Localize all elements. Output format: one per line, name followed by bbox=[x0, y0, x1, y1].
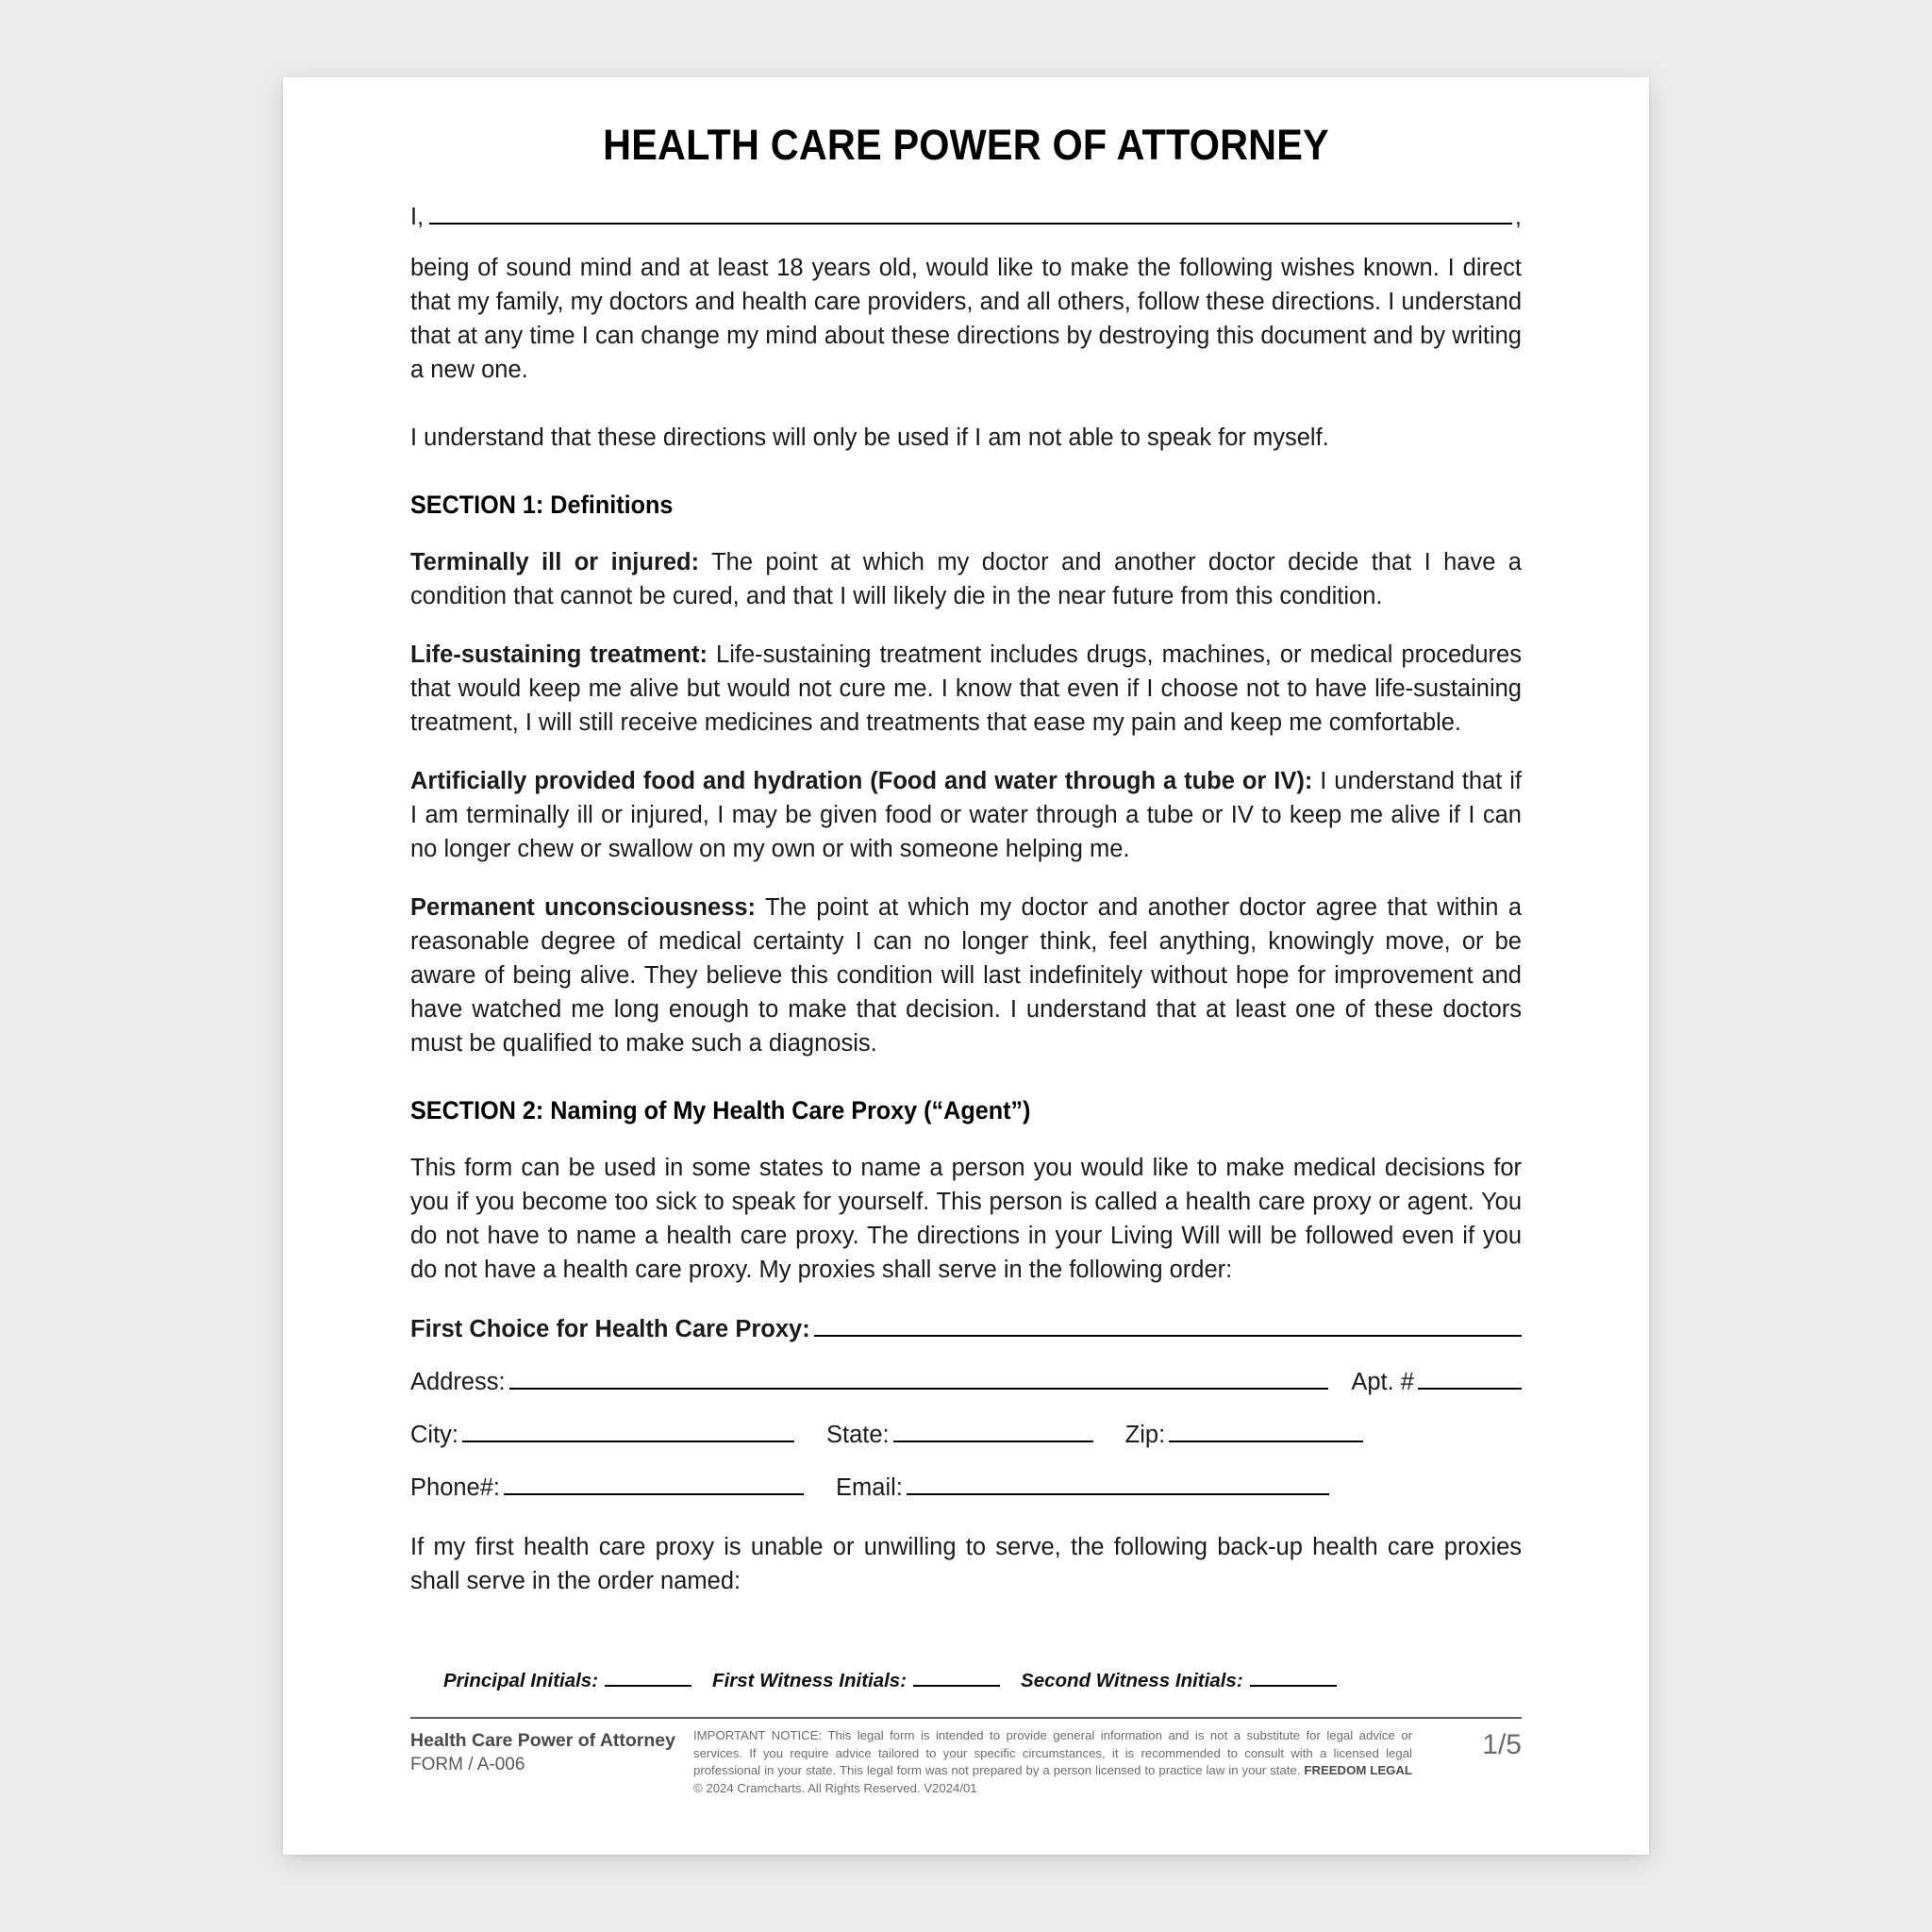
definition-terminally-ill bbox=[410, 545, 1522, 613]
principal-name-rule[interactable] bbox=[429, 223, 1512, 225]
footer-columns bbox=[410, 1727, 1522, 1797]
email-rule[interactable] bbox=[907, 1493, 1329, 1495]
footer-brand: FREEDOM LEGAL bbox=[1304, 1763, 1412, 1777]
definition-text: The point at which my doctor and another doctor decide that I have a condition that cannot be cured, and that I will likely die in the near future from this condition. bbox=[410, 549, 1522, 609]
second-witness-initials-label: Second Witness Initials: bbox=[1021, 1670, 1243, 1691]
footer-form-code: FORM / A-006 bbox=[410, 1755, 525, 1774]
spacer bbox=[410, 1506, 1522, 1530]
definition-term: Life-sustaining treatment: bbox=[410, 641, 708, 668]
address-label: Address: bbox=[410, 1369, 506, 1395]
spacer bbox=[410, 455, 1522, 489]
principal-name-trailing-comma: , bbox=[1514, 204, 1522, 230]
initials-strip[interactable] bbox=[443, 1670, 1491, 1692]
spacer bbox=[410, 387, 1522, 421]
backup-proxy-paragraph: If my first health care proxy is unable or unwilling to serve, the following back-up health care proxies shall serve in the order named: bbox=[410, 1534, 1522, 1594]
section-2-paragraph: This form can be used in some states to name a person you would like to make medical decisions for you if you become too sick to speak for yourself. This person is called a health care proxy or agent. You do not have to name a health care proxy. The directions in your Living Will will be followed even if you do not have a health care proxy. My proxies shall serve in the following order: bbox=[410, 1155, 1522, 1283]
city-state-zip-row[interactable] bbox=[410, 1417, 1522, 1453]
apt-label: Apt. # bbox=[1351, 1369, 1414, 1395]
first-witness-initials-rule[interactable] bbox=[913, 1685, 1000, 1687]
city-label: City: bbox=[410, 1422, 458, 1448]
page-footer bbox=[410, 1717, 1522, 1797]
footer-legal-notice bbox=[693, 1727, 1437, 1797]
phone-label: Phone#: bbox=[410, 1474, 501, 1501]
page-title: HEALTH CARE POWER OF ATTORNEY bbox=[603, 121, 1329, 169]
principal-name-label: I, bbox=[410, 204, 425, 230]
definition-term: Permanent unconsciousness: bbox=[410, 894, 757, 921]
spacer bbox=[410, 1126, 1522, 1151]
address-field-row[interactable] bbox=[410, 1364, 1522, 1400]
zip-rule[interactable] bbox=[1169, 1441, 1363, 1442]
spacer bbox=[410, 521, 1522, 545]
footer-page-number: 1/5 bbox=[1482, 1729, 1522, 1760]
spacer bbox=[410, 866, 1522, 891]
section-1-heading: SECTION 1: Definitions bbox=[410, 491, 674, 519]
city-rule[interactable] bbox=[462, 1441, 794, 1442]
intro-second-paragraph: I understand that these directions will only be used if I am not able to speak for myself. bbox=[410, 425, 1329, 451]
spacer bbox=[410, 740, 1522, 764]
spacer bbox=[410, 1453, 1522, 1470]
state-label: State: bbox=[826, 1422, 890, 1448]
spacer bbox=[410, 234, 1522, 251]
section-2-heading: SECTION 2: Naming of My Health Care Proxy (“Agent”) bbox=[410, 1096, 1031, 1124]
footer-form-title: Health Care Power of Attorney bbox=[410, 1730, 675, 1751]
footer-notice-prefix: IMPORTANT NOTICE: This legal form is intended to provide general information and is not a substitute for legal advice or services. If you require advice tailored to your specific circumstances, it is recommended to consult with a licensed legal professional in your state. This legal form was not prepared by a person licensed to practice law in your state. bbox=[693, 1728, 1412, 1777]
document-body bbox=[410, 151, 1522, 1598]
footer-form-identity bbox=[410, 1727, 693, 1777]
footer-notice-suffix: © 2024 Cramcharts. All Rights Reserved. V2024/01 bbox=[693, 1780, 977, 1795]
state-rule[interactable] bbox=[893, 1441, 1093, 1442]
definition-food-hydration bbox=[410, 764, 1522, 866]
spacer bbox=[410, 1400, 1522, 1417]
first-choice-proxy-rule[interactable] bbox=[814, 1335, 1522, 1337]
footer-divider bbox=[410, 1717, 1522, 1719]
first-choice-proxy-field[interactable] bbox=[410, 1311, 1522, 1347]
phone-rule[interactable] bbox=[504, 1493, 804, 1495]
spacer bbox=[410, 1347, 1522, 1364]
definition-text: I understand that if I am terminally ill or injured, I may be given food or water through a tube or IV to keep me alive if I can no longer chew or swallow on my own or with someone helping me. bbox=[410, 768, 1523, 862]
principal-name-field[interactable] bbox=[410, 200, 1522, 234]
definition-term: Artificially provided food and hydration (Food and water through a tube or IV): bbox=[410, 768, 1313, 794]
spacer bbox=[410, 151, 1522, 200]
definition-text: Life-sustaining treatment includes drugs, machines, or medical procedures that would keep me alive but would not cure me. I know that even if I choose not to have life-sustaining treatment, I will still receive medicines and treatments that ease my pain and keep me comfortable. bbox=[410, 641, 1522, 736]
apt-rule[interactable] bbox=[1418, 1388, 1522, 1390]
first-choice-proxy-label: First Choice for Health Care Proxy: bbox=[410, 1316, 810, 1342]
intro-paragraph: being of sound mind and at least 18 years old, would like to make the following wishes known. I direct that my family, my doctors and health care providers, and all others, follow these directions. I understand that at any time I can change my mind about these directions by destroying this document and by writing a new one. bbox=[410, 255, 1522, 383]
definition-term: Terminally ill or injured: bbox=[410, 549, 700, 575]
definition-life-sustaining bbox=[410, 638, 1522, 740]
document-page bbox=[283, 77, 1649, 1855]
definition-text: The point at which my doctor and another doctor agree that within a reasonable degree of medical certainty I can no longer think, feel anything, knowingly move, or be aware of being alive. They believe this condition will last indefinitely without hope for improvement and have watched me long enough to make that decision. I understand that at least one of these doctors must be qualified to make such a diagnosis. bbox=[410, 894, 1523, 1057]
second-witness-initials-rule[interactable] bbox=[1250, 1685, 1337, 1687]
spacer bbox=[410, 1287, 1522, 1311]
phone-email-row[interactable] bbox=[410, 1470, 1522, 1506]
spacer bbox=[410, 613, 1522, 638]
address-rule[interactable] bbox=[509, 1388, 1329, 1390]
first-witness-initials-label: First Witness Initials: bbox=[712, 1670, 908, 1691]
zip-label: Zip: bbox=[1124, 1422, 1166, 1448]
definition-permanent-unconsciousness bbox=[410, 891, 1522, 1060]
principal-initials-rule[interactable] bbox=[605, 1685, 691, 1687]
principal-initials-label: Principal Initials: bbox=[443, 1670, 599, 1691]
email-label: Email: bbox=[836, 1474, 903, 1501]
spacer bbox=[410, 1060, 1522, 1094]
